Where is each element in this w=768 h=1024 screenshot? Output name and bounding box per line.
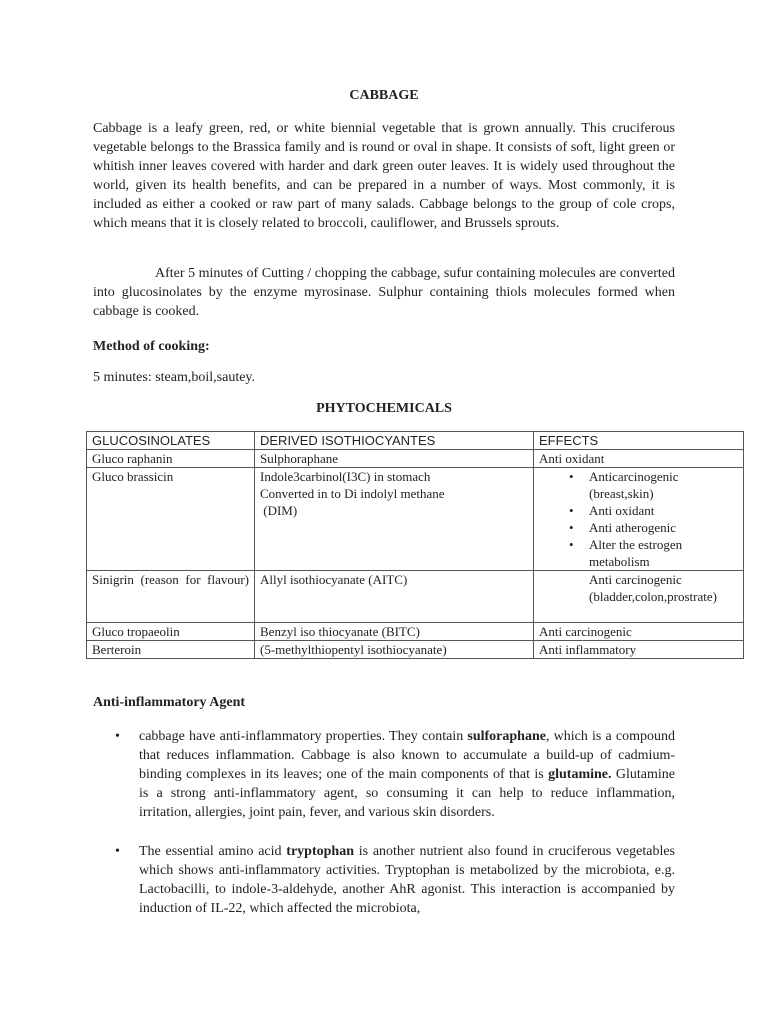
method-text: 5 minutes: steam,boil,sautey. <box>93 370 256 385</box>
table-cell: Anti carcinogenic <box>534 623 744 641</box>
cell-text: Anti carcinogenic (bladder,colon,prostrate) <box>589 572 717 604</box>
table-cell: Gluco tropaeolin <box>87 623 255 641</box>
text-run: Glutamine is a strong anti-inflammatory agent, so consuming it can help to reduce inflammation, irritation, allergies, joint pain, fever, and various skin disorders. <box>139 767 675 820</box>
header-glucosinolates: GLUCOSINOLATES <box>87 432 255 450</box>
cell-line: (DIM) <box>260 503 298 518</box>
effects-list <box>539 468 738 570</box>
table-cell: (5-methylthiopentyl isothiocyanate) <box>255 641 534 659</box>
list-item: • Anti oxidant <box>539 502 738 519</box>
table-cell: Allyl isothiocyanate (AITC) <box>255 571 534 623</box>
cell-line: Converted in to Di indolyl methane <box>260 486 445 501</box>
cell-line: Indole3carbinol(I3C) in stomach <box>260 469 431 484</box>
text-run: is another nutrient also found in cruciferous vegetables which shows anti-inflammatory activities. Tryptophan is metabolized by the microbiota, e.g. Lactobacilli, to indole-3-aldehyde, another AhR agonist. This interaction is accompanied by induction of IL-22, which affected the microbiota, <box>139 844 675 916</box>
list-item: • Alter the estrogen metabolism <box>539 536 738 570</box>
header-isothiocyanates: DERIVED ISOTHIOCYANTES <box>255 432 534 450</box>
table-cell: Gluco raphanin <box>87 450 255 468</box>
intro-paragraph: Cabbage is a leafy green, red, or white biennial vegetable that is grown annually. This cruciferous vegetable belongs to the Brassica family and is round or oval in shape. It consists of soft, light green or whitish inner leaves covered with harder and dark green outer leaves. It is widely used throughout the world, given its health benefits, and can be prepared in a number of ways. Most commonly, it is included as either a cooked or raw part of many salads. Cabbage belongs to the group of cole crops, which means that it is closely related to broccoli, cauliflower, and Brussels sprouts. <box>93 121 675 231</box>
text-run: , which is a compound that reduces inflammation. Cabbage is also known to accumulate a build-up of cadmium-binding complexes in its leaves; one of the main components of that is <box>139 729 676 782</box>
table-cell <box>534 571 744 623</box>
header-effects: EFFECTS <box>534 432 744 450</box>
table-row <box>87 641 744 659</box>
table-cell <box>534 468 744 571</box>
table-row <box>87 450 744 468</box>
text-run: cabbage have anti-inflammatory properties. They contain <box>139 729 468 744</box>
bold-term: tryptophan <box>286 844 354 859</box>
phytochemicals-table <box>86 431 744 659</box>
table-row <box>87 468 744 571</box>
bold-term: sulforaphane <box>467 729 546 744</box>
myrosinase-paragraph: After 5 minutes of Cutting / chopping the cabbage, sufur containing molecules are converted into glucosinolates by the enzyme myrosinase. Sulphur containing thiols molecules formed when cabbage is cooked. <box>93 266 675 319</box>
bold-term: glutamine. <box>548 767 612 782</box>
anti-inflammatory-heading: Anti-inflammatory Agent <box>93 695 246 710</box>
method-heading: Method of cooking: <box>93 339 210 354</box>
page-title: CABBAGE <box>349 88 419 103</box>
anti-inflammatory-list <box>93 727 675 938</box>
list-item: • Anti atherogenic <box>539 519 738 536</box>
table-cell: Sulphoraphane <box>255 450 534 468</box>
text-run: The essential amino acid <box>139 844 287 859</box>
list-item: • Anticarcinogenic (breast,skin) <box>539 468 738 502</box>
table-cell: Anti oxidant <box>534 450 744 468</box>
table-cell <box>255 468 534 571</box>
table-cell: Sinigrin (reason for flavour) <box>87 571 255 623</box>
table-cell: Berteroin <box>87 641 255 659</box>
list-item <box>93 842 675 918</box>
table-cell: Gluco brassicin <box>87 468 255 571</box>
list-item <box>93 727 675 822</box>
table-row <box>87 623 744 641</box>
table-cell: Anti inflammatory <box>534 641 744 659</box>
table-header-row <box>87 432 744 450</box>
table-cell: Benzyl iso thiocyanate (BITC) <box>255 623 534 641</box>
table-row <box>87 571 744 623</box>
phytochemicals-heading: PHYTOCHEMICALS <box>316 401 452 416</box>
